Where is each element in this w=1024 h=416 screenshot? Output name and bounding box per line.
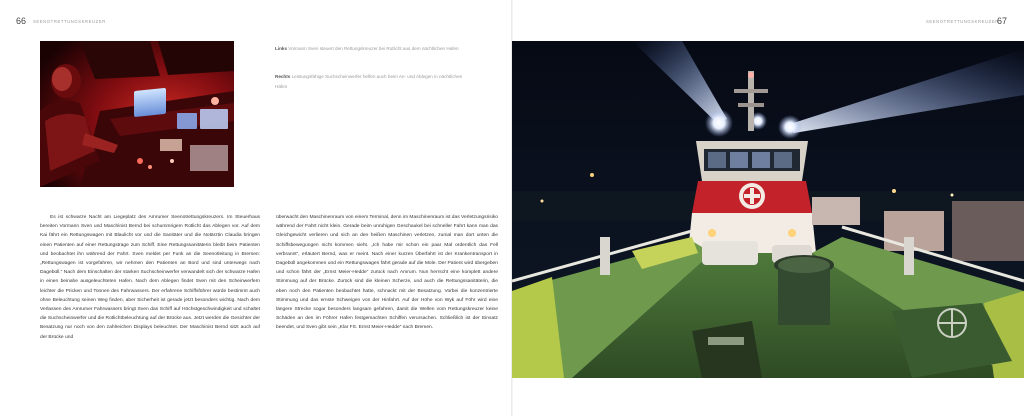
photo-cruiser-illustration <box>512 41 1024 378</box>
caption-right-text: Leistungsfähige Suchscheinwerfer helfen auch beim An- und Ablegen in nächtlichen Häfen <box>275 74 463 89</box>
right-page-number: 67 <box>997 16 1008 26</box>
body-column-1 <box>40 213 260 342</box>
caption-right-label: Rechts <box>275 74 291 79</box>
body-column-2 <box>276 213 498 333</box>
photo-rescue-cruiser-searchlights <box>512 41 1024 378</box>
caption-right <box>275 72 475 91</box>
photo-bridge-red-light <box>40 41 234 187</box>
left-running-head: SEENOTRETTUNGSKREUZER <box>33 19 106 24</box>
left-page-number: 66 <box>16 16 27 26</box>
right-running-head: SEENOTRETTUNGSKREUZER <box>926 19 999 24</box>
body-column-2-text: überwacht den Maschinenraum von einem Terminal, denn im Maschinenraum ist das Verletzungsrisiko während der Fahrt nicht klein. Gerade beim unruhigen Geschaukel bei schneller Fahrt kann man das Gleichgewicht verlieren und sich an den heißen Maschinen verletzen, zumal man dort unten die Schiffsbewegungen nicht kommen sieht. „Ich habe mir schon ein paar Mal ordentlich das Fell verbrannt“, erläutert Bernd, was er meint. Nach einer kurzen Überfahrt ist der Krankentransport in Dagebüll angekommen und ein Rettungswagen fährt gerade auf die Mole. Der Patient wird übergeben und schon fährt der „Ernst Meier-Hedde“ zurück nach Amrum. Nun herrscht eine komplett andere Stimmung auf der Brücke. Zurück sind die kleinen Scherze, und auch die Rettungssanitäterin, die eben noch den Patienten beobachtet hatte, schnackt mit der Besatzung. Vorbei die konzentrierte Stimmung und das ernste Schweigen von der Hinfahrt. Auf der Höhe von Wyk auf Föhr wird eine längere Strecke sogar besonders langsam gefahren, damit die Wellen vom Rettungskreuzer keine Schäden an den im Föhrer Hafen festgemachten Schiffen verursachen. Schließlich ist der Einsatz beendet, und Sven gibt sein „Klar FS. Ernst Meier-Hedde“ nach Bremen. <box>276 215 498 331</box>
photo-bridge-illustration <box>40 41 234 187</box>
caption-left-label: Links <box>275 46 287 51</box>
caption-left <box>275 44 475 54</box>
caption-left-text: Vormann Sven steuert den Rettungskreuzer bei Rotlicht aus dem nächtlichen Hafen <box>288 46 459 51</box>
body-column-1-text: Es ist schwarze Nacht am Liegeplatz des Amrumer Seenotrettungskreuzers. Im Steuerhaus bereiten Vormann Sven und Maschinist Bernd bei schummrigem Rotlicht das Ablegen vor. Auf dem Kai fährt ein Rettungswagen mit Blaulicht vor und die Sanitäter und die Notärztin Claudia bringen einen Patienten auf einer Rettungstrage zum Schiff. Eine Rettungssanitäterin bleibt beim Patienten und beobachtet ihn während der Fahrt. Sven meldet per Funk an die Seenotleitung in Bremen: „Rettungswagen ist vorgefahren, wir nehmen den Patienten an Bord und sind unterwegs nach Dagebüll.“ Nach dem Einschalten der starken Suchscheinwerfer verwandelt sich der schwarze Hafen in einen beinahe ausgeleuchteten Hafen. Nach dem Ablegen findet Sven mit den Scheinwerfern leichter die Pricken und Tonnen des Fahrwassers. Der erfahrene Schiffsführer würde bestimmt auch ohne Beleuchtung seinen Weg finden, aber Sicherheit ist gerade jetzt besonders wichtig. Nach dem Verlassen des Amrumer Fahrwassers bringt Sven das Schiff auf Höchstgeschwindigkeit und schaltet die Suchscheinwerfer und die Rotlichtbeleuchtung auf der Brücke aus. Jetzt werden die Gesichter der Besatzung nur noch von den zahlreichen Displays beleuchtet. Der Maschinist Bernd sitzt auch auf der Brücke und <box>40 215 260 340</box>
